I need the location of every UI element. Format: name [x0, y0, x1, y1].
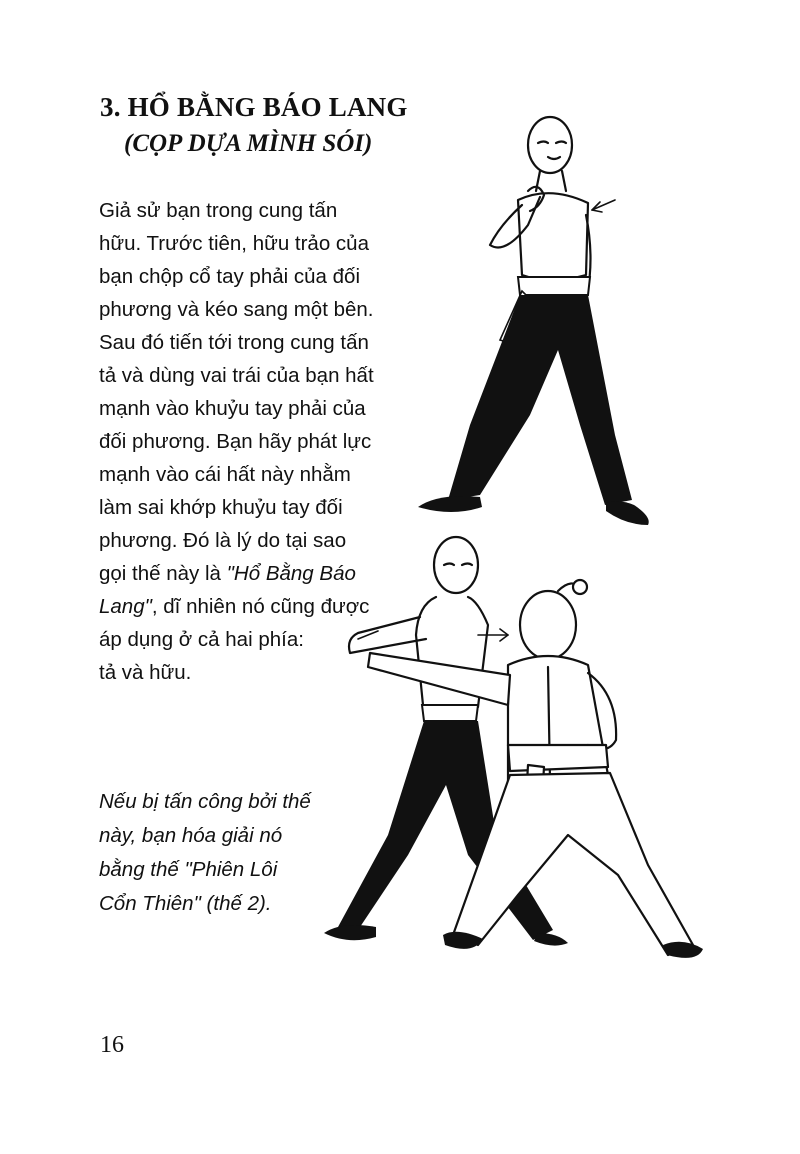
body-line: hữu. Trước tiên, hữu trảo của: [99, 232, 369, 255]
section-title: 3. HỔ BẰNG BÁO LANG: [100, 92, 408, 122]
body-line: mạnh vào khuỷu tay phải của: [99, 397, 366, 420]
body-line: bạn chộp cổ tay phải của đối: [99, 265, 360, 288]
body-line: đối phương. Bạn hãy phát lực: [99, 430, 372, 453]
section-subtitle: (CỌP DỰA MÌNH SÓI): [124, 130, 373, 157]
quoted-technique-name-end: Lang": [99, 595, 152, 618]
body-line: áp dụng ở cả hai phía:: [99, 628, 304, 651]
body-line: phương và kéo sang một bên.: [99, 298, 374, 321]
body-line: Sau đó tiến tới trong cung tấn: [99, 331, 369, 354]
quoted-technique-name: "Hổ Bằng Báo: [226, 562, 356, 585]
note-line: Nếu bị tấn công bởi thế: [99, 790, 311, 813]
body-line: tả và dùng vai trái của bạn hất: [99, 364, 374, 387]
body-line: Giả sử bạn trong cung tấn: [99, 199, 338, 222]
body-line: phương. Đó là lý do tại sao: [99, 529, 347, 552]
body-line: làm sai khớp khuỷu tay đối: [99, 496, 343, 519]
page-number: 16: [100, 1032, 124, 1058]
body-line: tả và hữu.: [99, 661, 192, 684]
two-fighters-technique-icon: [318, 535, 718, 980]
note-line: Cổn Thiên" (thế 2).: [99, 892, 272, 915]
note-line: bằng thế "Phiên Lôi: [99, 858, 278, 881]
body-line-start: gọi thế này là: [99, 562, 227, 585]
note-line: này, bạn hóa giải nó: [99, 824, 283, 847]
body-line: mạnh vào cái hất này nhằm: [99, 463, 351, 486]
fighter-stance-icon: [410, 105, 670, 530]
body-line-rest: , dĩ nhiên nó cũng được: [151, 595, 370, 618]
